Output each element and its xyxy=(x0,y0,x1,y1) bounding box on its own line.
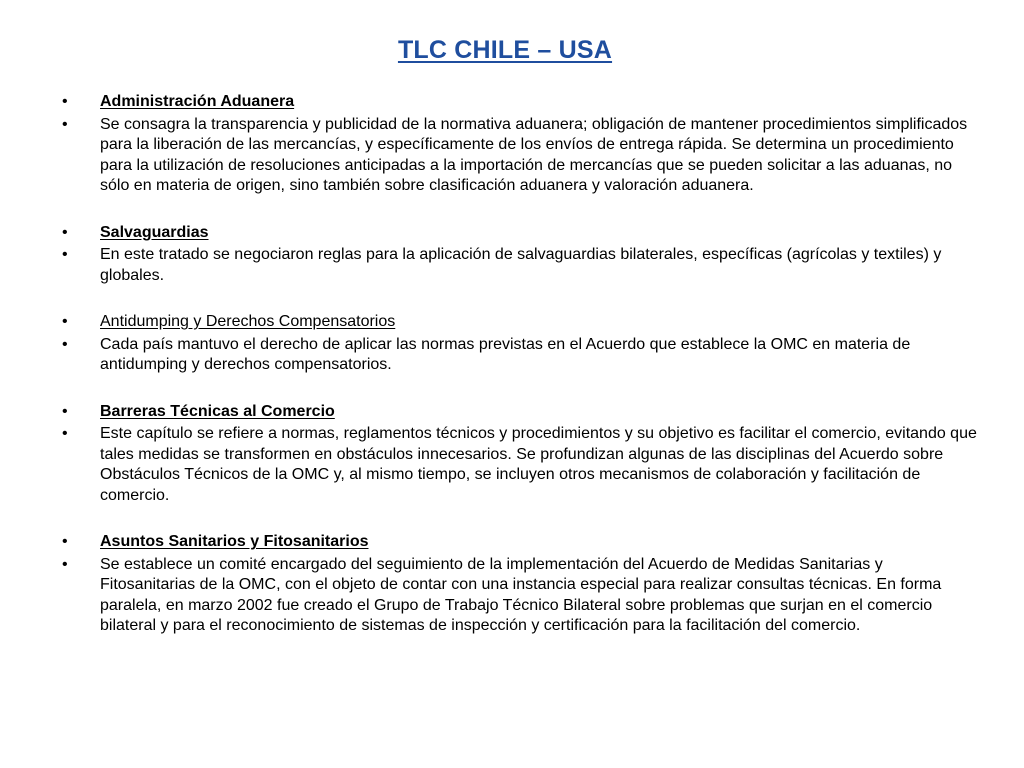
section-heading-text: Administración Aduanera xyxy=(100,93,295,110)
section-spacer xyxy=(62,197,982,219)
section-heading-text: Asuntos Sanitarios y Fitosanitarios xyxy=(100,533,369,550)
section-heading-administracion-aduanera xyxy=(62,92,982,113)
bullet-icon: • xyxy=(62,313,68,330)
section-body-text: En este tratado se negociaron reglas para la aplicación de salvaguardias bilaterales, específicas (agrícolas y textiles) y globales. xyxy=(100,246,942,284)
bullet-icon: • xyxy=(62,425,68,442)
section-body-text: Se establece un comité encargado del seguimiento de la implementación del Acuerdo de Medidas Sanitarias y Fitosanitarias de la OMC, con el objeto de contar con una instancia especial para realizar consultas técnicas. En forma paralela, en marzo 2002 fue creado el Grupo de Trabajo Técnico Bilateral sobre problemas que surjan en el comercio bilateral y para el reconocimiento de sistemas de inspección y certificación para la facilitación del comercio. xyxy=(100,555,942,634)
bullet-icon: • xyxy=(62,402,68,420)
section-heading-antidumping xyxy=(62,312,982,333)
section-spacer xyxy=(62,376,982,398)
section-spacer xyxy=(62,286,982,308)
section-heading-text: Barreras Técnicas al Comercio xyxy=(100,402,335,420)
slide-title: TLC CHILE – USA xyxy=(397,36,613,64)
section-body-administracion-aduanera xyxy=(62,115,982,197)
section-heading-text: Antidumping y Derechos Compensatorios xyxy=(100,313,396,330)
section-body-asuntos-sanitarios xyxy=(62,555,982,637)
bullet-icon: • xyxy=(62,335,68,353)
section-body-text: Cada país mantuvo el derecho de aplicar las normas previstas en el Acuerdo que establece la OMC en materia de antidumping y derechos compensatorios. xyxy=(100,335,911,373)
section-body-text: Se consagra la transparencia y publicidad de la normativa aduanera; obligación de mantener procedimientos simplificados para la liberación de las mercancías, y específicamente de los envíos de entrega rápida. Se determina un procedimiento para la utilización de resoluciones anticipadas a la importación de mercancías que se pueden solicitar a las aduanas, no sólo en materia de origen, sino también sobre clasificación aduanera y valoración aduanera. xyxy=(100,115,968,194)
section-heading-salvaguardias xyxy=(62,223,982,244)
section-heading-barreras-tecnicas xyxy=(62,402,982,423)
section-body-barreras-tecnicas xyxy=(62,424,982,506)
bullet-list xyxy=(62,88,982,637)
bullet-icon: • xyxy=(62,533,68,550)
section-heading-asuntos-sanitarios xyxy=(62,532,982,553)
section-heading-text: Salvaguardias xyxy=(100,223,209,241)
section-body-salvaguardias xyxy=(62,245,982,286)
section-spacer xyxy=(62,506,982,528)
bullet-icon: • xyxy=(62,93,68,110)
bullet-icon: • xyxy=(62,246,68,263)
section-body-text: Este capítulo se refiere a normas, reglamentos técnicos y procedimientos y su objetivo es facilitar el comercio, evitando que tales medidas se transformen en obstáculos innecesarios. Se profundizan algunas de las disciplinas del Acuerdo sobre Obstáculos Técnicos de la OMC y, al mismo tiempo, se incluyen otros mecanismos de colaboración y facilitación de comercio. xyxy=(100,425,977,504)
bullet-icon: • xyxy=(62,115,68,133)
bullet-icon: • xyxy=(62,555,68,573)
bullet-icon: • xyxy=(62,223,68,241)
section-body-antidumping xyxy=(62,335,982,376)
